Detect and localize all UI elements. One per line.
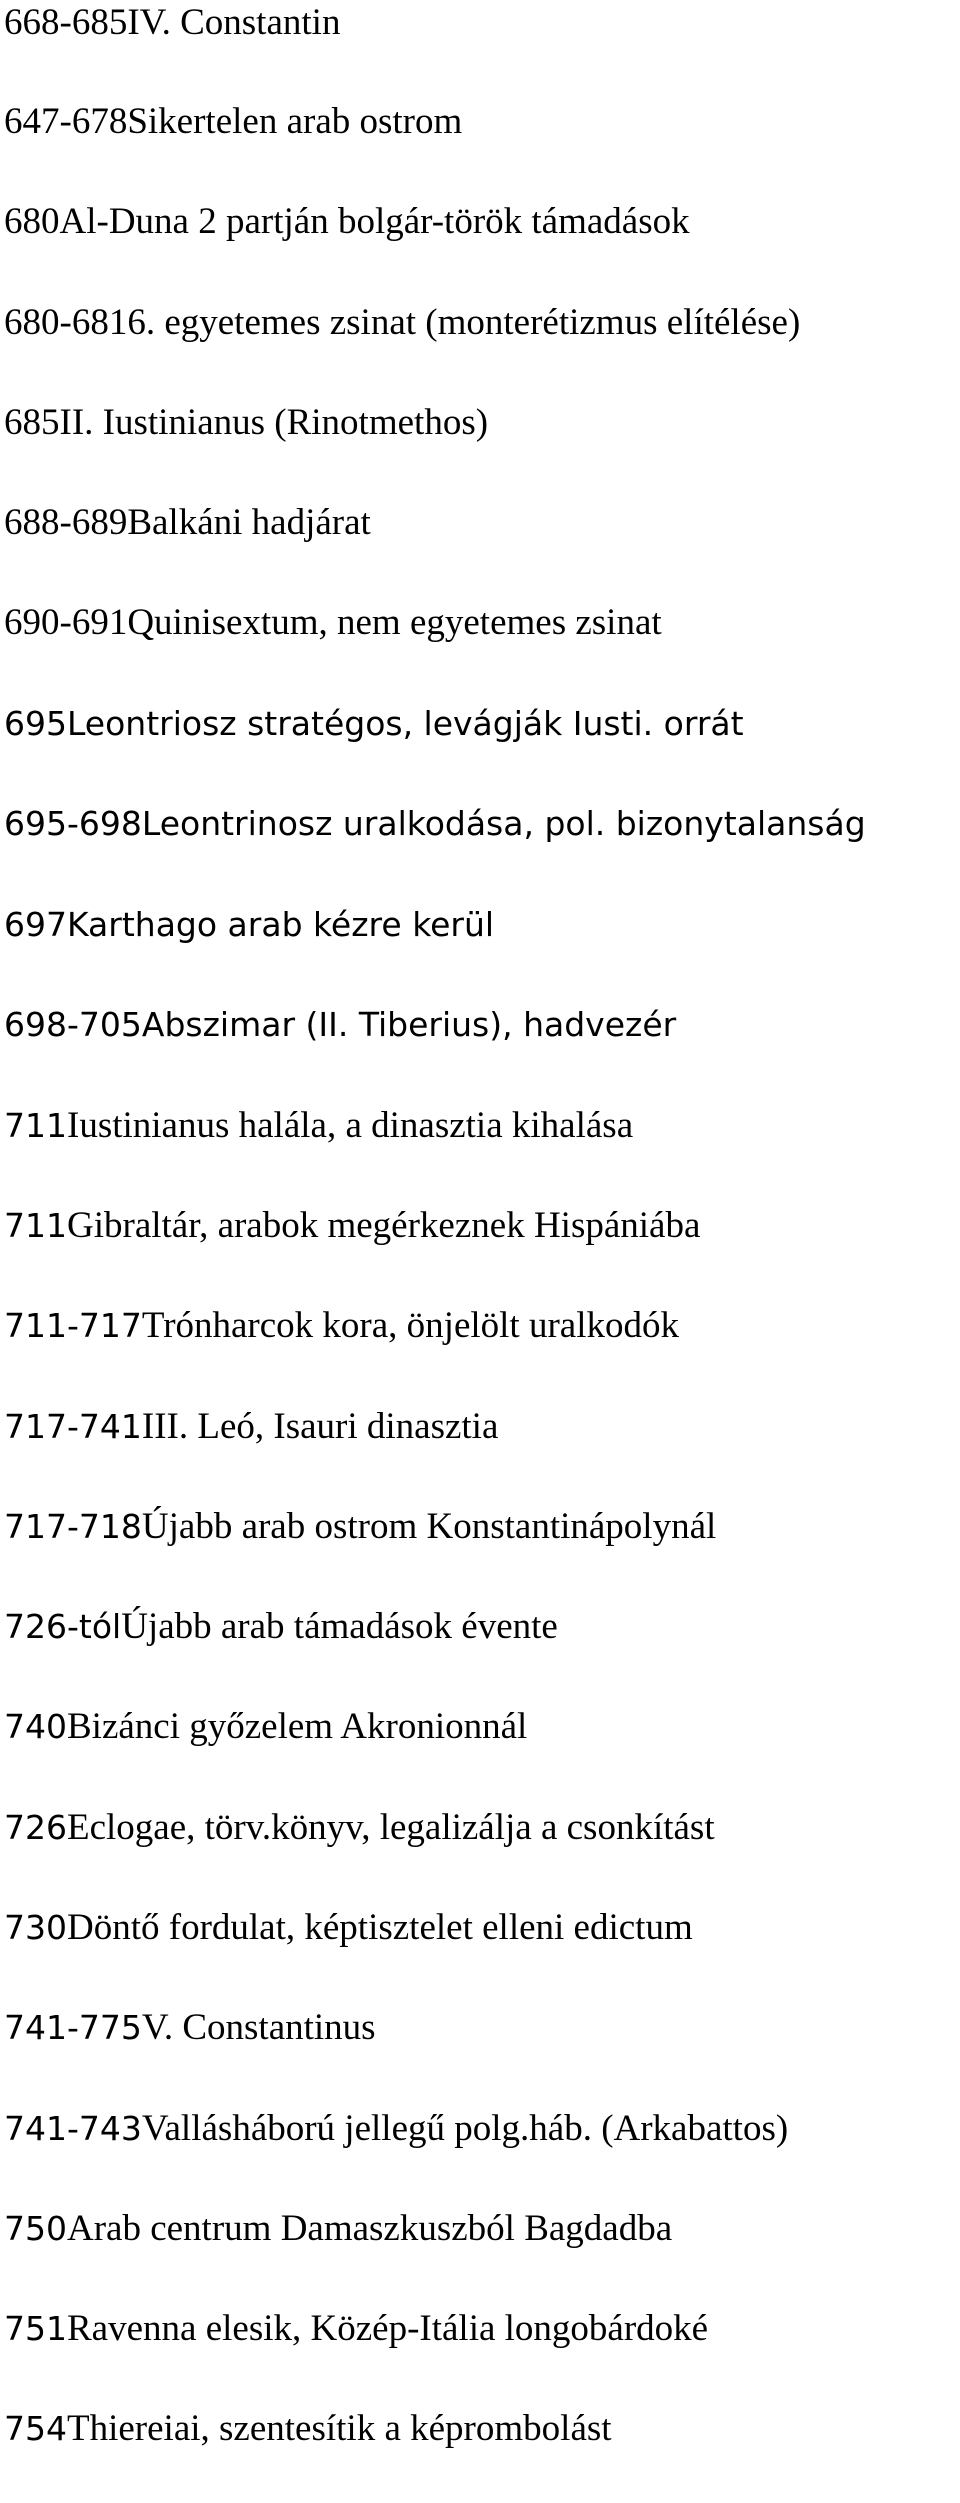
timeline-entry — [4, 300, 800, 346]
entry-text: Leontriosz stratégos, levágják Iusti. orrát — [67, 704, 744, 743]
entry-years: 685 — [4, 402, 60, 443]
entry-years: 717-718 — [4, 1507, 142, 1546]
entry-years: 698-705 — [4, 1005, 142, 1044]
entry-years: 647-678 — [4, 101, 128, 142]
entry-text: Thiereiai, szentesítik a képrombolást — [67, 2408, 612, 2449]
entry-text: Trónharcok kora, önjelölt uralkodók — [141, 1305, 679, 1346]
timeline-entry — [4, 1103, 633, 1149]
entry-years: 711 — [4, 1106, 67, 1145]
timeline-entry — [4, 801, 866, 847]
timeline-entry — [4, 701, 744, 747]
entry-text: Iustinianus halála, a dinasztia kihalása — [67, 1105, 634, 1146]
entry-years: 717-741 — [4, 1407, 142, 1446]
entry-years: 726 — [4, 1808, 67, 1847]
entry-years: 690-691 — [4, 602, 128, 643]
entry-text: Eclogae, törv.könyv, legalizálja a csonkítást — [67, 1807, 715, 1848]
entry-text: Abszimar (II. Tiberius), hadvezér — [141, 1005, 677, 1044]
entry-years: 750 — [4, 2209, 67, 2248]
entry-text: Újabb arab ostrom Konstantinápolynál — [141, 1506, 717, 1547]
timeline-entry — [4, 500, 371, 546]
entry-years: 730 — [4, 1908, 67, 1947]
entry-text: 6. egyetemes zsinat (monterétizmus elítélése) — [127, 302, 801, 343]
entry-text: Vallásháború jellegű polg.háb. (Arkabattos) — [141, 2108, 789, 2149]
timeline-entry — [4, 199, 690, 245]
entry-years: 741-743 — [4, 2109, 142, 2148]
timeline-entry — [4, 1404, 498, 1450]
timeline-entry — [4, 2005, 376, 2051]
entry-years: 668-685 — [4, 2, 128, 43]
timeline-entry — [4, 1303, 679, 1349]
entry-text: Al-Duna 2 partján bolgár-török támadások — [59, 201, 690, 242]
timeline-entry — [4, 1002, 676, 1048]
timeline-entry — [4, 600, 662, 646]
entry-years: 741-775 — [4, 2008, 142, 2047]
entry-years: 740 — [4, 1707, 67, 1746]
timeline-entry — [4, 1604, 558, 1650]
entry-years: 711 — [4, 1206, 67, 1245]
timeline-entry — [4, 2106, 788, 2152]
timeline-entry — [4, 1504, 716, 1550]
entry-years: 695 — [4, 704, 67, 743]
entry-text: Döntő fordulat, képtisztelet elleni edictum — [67, 1907, 693, 1948]
entry-text: IV. Constantin — [127, 2, 341, 43]
entry-text: Leontrinosz uralkodása, pol. bizonytalanság — [141, 804, 866, 843]
timeline-entry — [4, 2306, 708, 2352]
entry-years: 688-689 — [4, 502, 128, 543]
timeline-entry — [4, 1905, 693, 1951]
entry-text: Ravenna elesik, Közép-Itália longobárdoké — [67, 2308, 709, 2349]
timeline-entry — [4, 0, 340, 46]
timeline-entry — [4, 902, 494, 948]
timeline-entry — [4, 2406, 612, 2452]
entry-years: 697 — [4, 905, 67, 944]
timeline-entry — [4, 400, 488, 446]
entry-years: 726-tól — [4, 1607, 122, 1646]
timeline-entry — [4, 1805, 715, 1851]
entry-years: 751 — [4, 2309, 67, 2348]
timeline-entry — [4, 1203, 700, 1249]
entry-years: 711-717 — [4, 1306, 142, 1345]
entry-years: 680-681 — [4, 302, 128, 343]
entry-text: III. Leó, Isauri dinasztia — [141, 1406, 499, 1447]
entry-years: 680 — [4, 201, 60, 242]
entry-text: Arab centrum Damaszkuszból Bagdadba — [67, 2208, 673, 2249]
entry-text: Quinisextum, nem egyetemes zsinat — [127, 602, 662, 643]
entry-text: Gibraltár, arabok megérkeznek Hispániába — [67, 1205, 701, 1246]
entry-text: Sikertelen arab ostrom — [127, 101, 463, 142]
entry-text: Újabb arab támadások évente — [121, 1606, 558, 1647]
timeline-entry — [4, 1704, 527, 1750]
entry-years: 695-698 — [4, 804, 142, 843]
entry-text: II. Iustinianus (Rinotmethos) — [59, 402, 489, 443]
timeline-entry — [4, 99, 462, 145]
entry-years: 754 — [4, 2409, 67, 2448]
entry-text: V. Constantinus — [141, 2007, 376, 2048]
timeline-entry — [4, 2206, 672, 2252]
entry-text: Bizánci győzelem Akronionnál — [67, 1706, 528, 1747]
entry-text: Balkáni hadjárat — [127, 502, 371, 543]
entry-text: Karthago arab kézre kerül — [67, 905, 495, 944]
